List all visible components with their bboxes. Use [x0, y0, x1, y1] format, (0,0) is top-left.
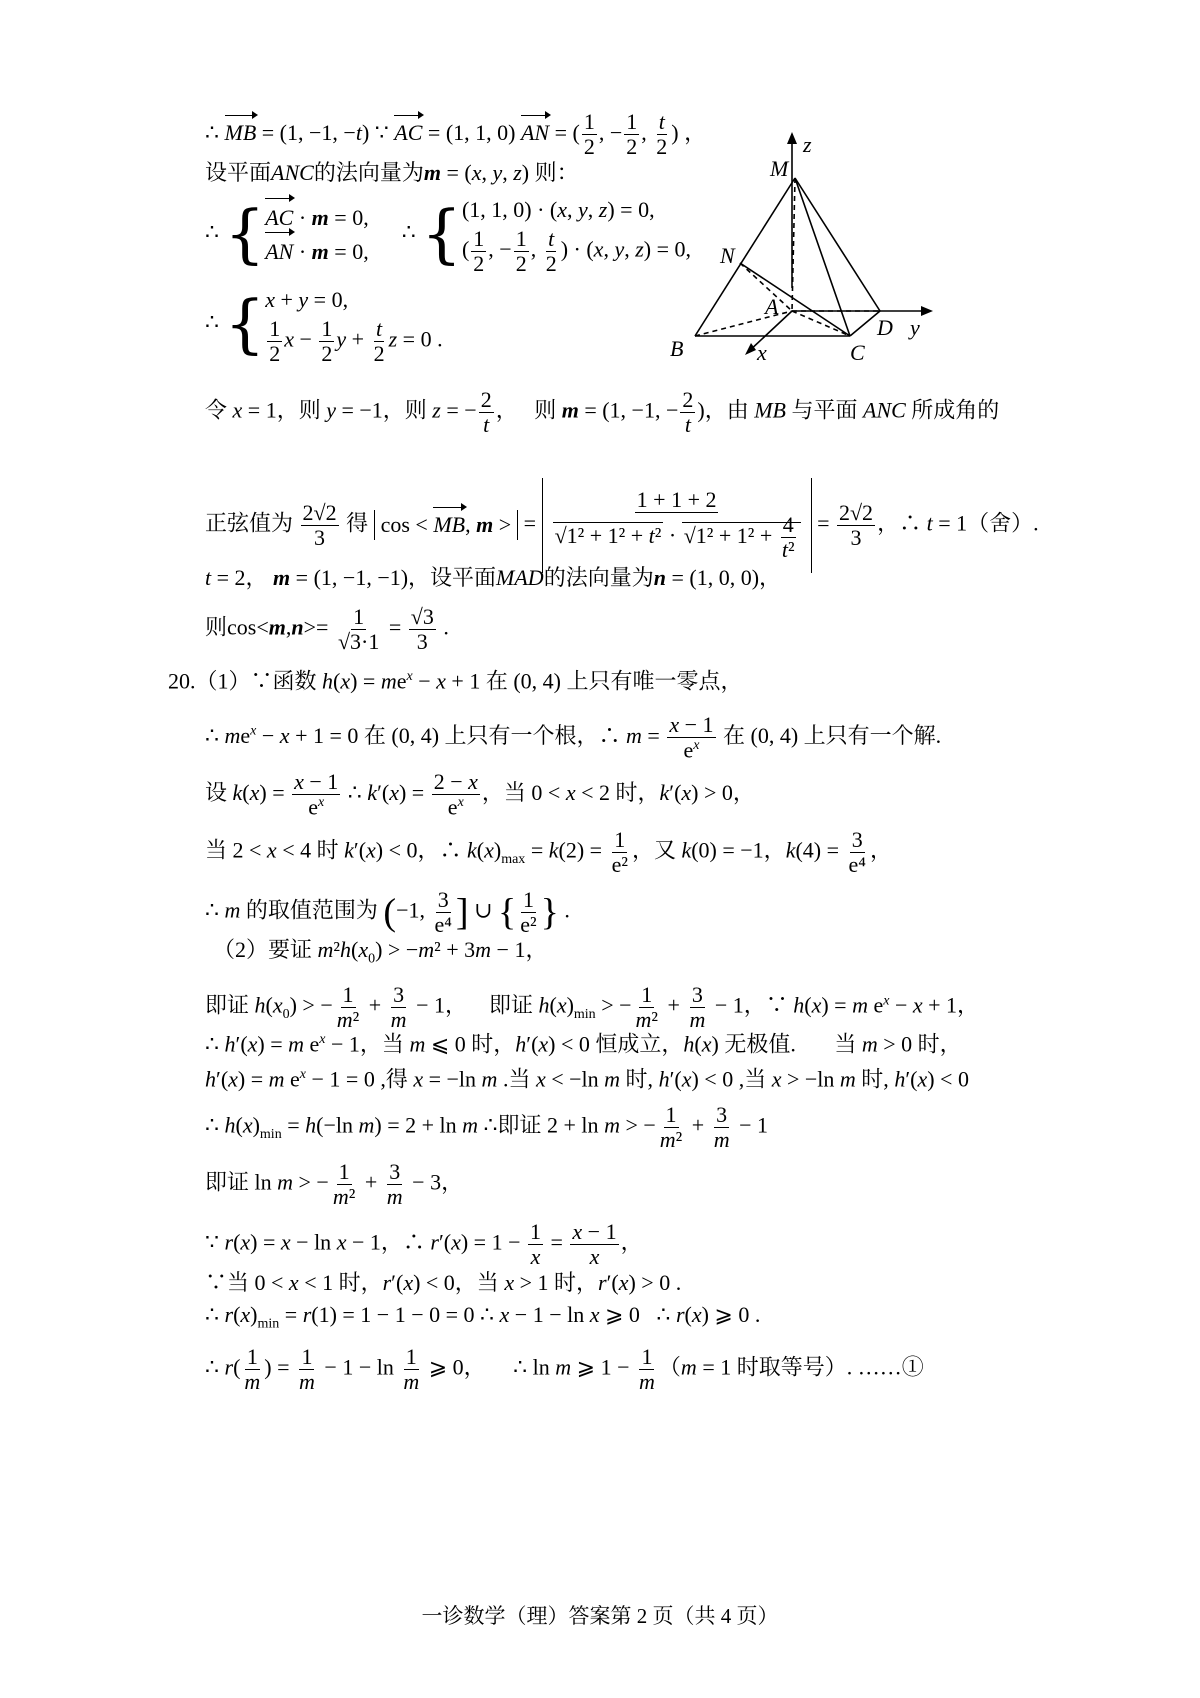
label-M: M — [770, 156, 789, 181]
line-1-text: ∴ MB = (1, −1, −t) ∵ AC = (1, 1, 0) AN = ( $\frac{1}{2}$ , − $\frac{1}{2}$ , $\frac{t}{2}$ ) ， — [205, 109, 707, 160]
edge-CD — [850, 311, 880, 336]
edge-AC — [792, 311, 850, 336]
label-y: y — [910, 315, 920, 340]
label-N: N — [720, 243, 735, 268]
line-22: ∴ $r(x)_{min} = r(1) = 1 - 1 - 0 = 0$ ∴ x − 1 − ln x ⩾ 0 ∴ r(x) ⩾ 0 . — [205, 1302, 761, 1332]
edge-MD — [795, 178, 880, 311]
line-13: ∴ m 的取值范围为 (−1, $\frac{3}{\text{e⁴}}$ ] ∪ { $\frac{1}{\text{e²}}$ } . — [205, 887, 570, 938]
line-21: ∵当 0 < x < 1 时，r′(x) < 0，当 x > 1 时，r′(x) > 0 . — [205, 1270, 682, 1295]
edge-MB — [695, 178, 795, 336]
line-14: （2）要证 $m^2h(x_0) > -m^2 + 3m - 1$， — [213, 937, 548, 967]
line-15: 即证 $h(x_0)$ > − $\frac{1}{\text{m²}}$ + $\frac{3}{m}$ − 1， 即证 $h(x)_{min}$ > − $\frac{1}{\text{m²}}$ + $\frac{3}{m}$ − 1，∵ h(x) = m $e^x - x + 1$， — [205, 982, 980, 1033]
line-5: 令 x = 1，则 y = −1，则 z = − $\frac{2}{t}$ ， 则 m = (1, −1, − $\frac{2}{t}$ )，由 MB 与平面 ANC 所成角的 — [205, 387, 1000, 438]
line-10: ∴ $me^x - x + 1 = 0$ 在 (0, 4) 上只有一个根，∴ m = $\frac{x - 1}{e^x}$ 在 (0, 4) 上只有一个解. — [205, 712, 942, 763]
line-12: 当 2 < x < 4 时 k′(x) < 0，∴ $k(x)_{max} = k(2)$ = $\frac{1}{\text{e²}}$ ，又 k(0) = −1，k(4) = $\frac{3}{\text{e⁴}}$ ， — [205, 827, 892, 878]
label-x: x — [757, 340, 767, 365]
line-20: ∵ r(x) = x − ln x − 1，∴ r′(x) = 1 − $\frac{1}{x}$ = $\frac{x - 1}{x}$ ， — [205, 1219, 643, 1270]
line-3: ∴ { AC · m = 0, AN · m = 0, ∴ { (1, 1, 0) · (x, y, z) = 0, ( $\frac{1}{2}$ , − $\frac{1}{2}$ , $\frac{t}{2}$ ) · (x, y, z) = 0, — [205, 197, 691, 277]
y-axis-arrow — [921, 306, 933, 316]
line-23: ∴ r( $\frac{1}{m}$ ) = $\frac{1}{m}$ − 1 − ln $\frac{1}{m}$ ⩾ 0， ∴ ln m ⩾ 1 − $\frac{1}{m}$ （m = 1 时取等号）. ……① — [205, 1344, 924, 1395]
line-2: 设平面ANC的法向量为m = (x, y, z) 则： — [205, 160, 579, 185]
line-16: ∴ h′(x) = m $e^x - 1$，当 m ⩽ 0 时，h′(x) < 0 恒成立，h(x) 无极值. 当 m > 0 时， — [205, 1031, 962, 1057]
line-8: 则cos<m,n>= $\frac{1}{√3\cdot 1}$ = $\frac{√3}{3}$ . — [205, 604, 449, 655]
page-footer: 一诊数学（理）答案第 2 页（共 4 页） — [421, 1604, 779, 1628]
pyramid-figure — [670, 128, 945, 373]
line-9: 20.（1）∵函数 $h(x) = me^x - x + 1$ 在 (0, 4) 上只有唯一零点， — [168, 668, 743, 694]
label-A: A — [765, 294, 779, 319]
line-4: ∴ { x + y = 0, $\frac{1}{2}$ x − $\frac{1}{2}$ y + $\frac{t}{2}$ z = 0 . — [205, 287, 443, 367]
edge-NC — [740, 263, 850, 336]
line-1 — [205, 110, 706, 159]
label-D: D — [877, 315, 893, 340]
line-6: 正弦值为 $\frac{2√2}{3}$ 得 cos < MB, m > = 1 + 1 + 2 √1² + 1² + t² · √1² + 1² + $\frac{4}{\text{t²}}$ = $\frac{2√2}{3}$ ，∴ t = 1（舍）. — [205, 478, 1039, 573]
line-7: t = 2， m = (1, −1, −1)，设平面MAD的法向量为n = (1, 0, 0)， — [205, 565, 782, 590]
z-axis-arrow — [787, 132, 797, 144]
line-18: ∴ $h(x)_{min} = h(-\ln$ m) = 2 + ln m ∴即证 2 + ln m > − $\frac{1}{\text{m²}}$ + $\frac{3}{m}$ − 1 — [205, 1102, 769, 1153]
x-axis-arrow — [745, 343, 756, 355]
label-B: B — [670, 336, 684, 361]
line-17: h′(x) = m $e^x - 1 = 0$ ,得 x = −ln m .当 x < −ln m 时, h′(x) < 0 ,当 x > −ln m 时, h′(x) < 0 — [205, 1066, 969, 1092]
label-z: z — [803, 132, 812, 157]
line-19: 即证 ln m > − $\frac{1}{\text{m²}}$ + $\frac{3}{m}$ − 3， — [205, 1159, 464, 1210]
label-C: C — [850, 340, 865, 365]
edge-MC — [795, 178, 850, 336]
line-11: 设 k(x) = $\frac{x - 1}{e^x}$ ∴ k′(x) = $\frac{2 - x}{e^x}$ ，当 0 < x < 2 时，k′(x) > 0， — [205, 769, 755, 820]
